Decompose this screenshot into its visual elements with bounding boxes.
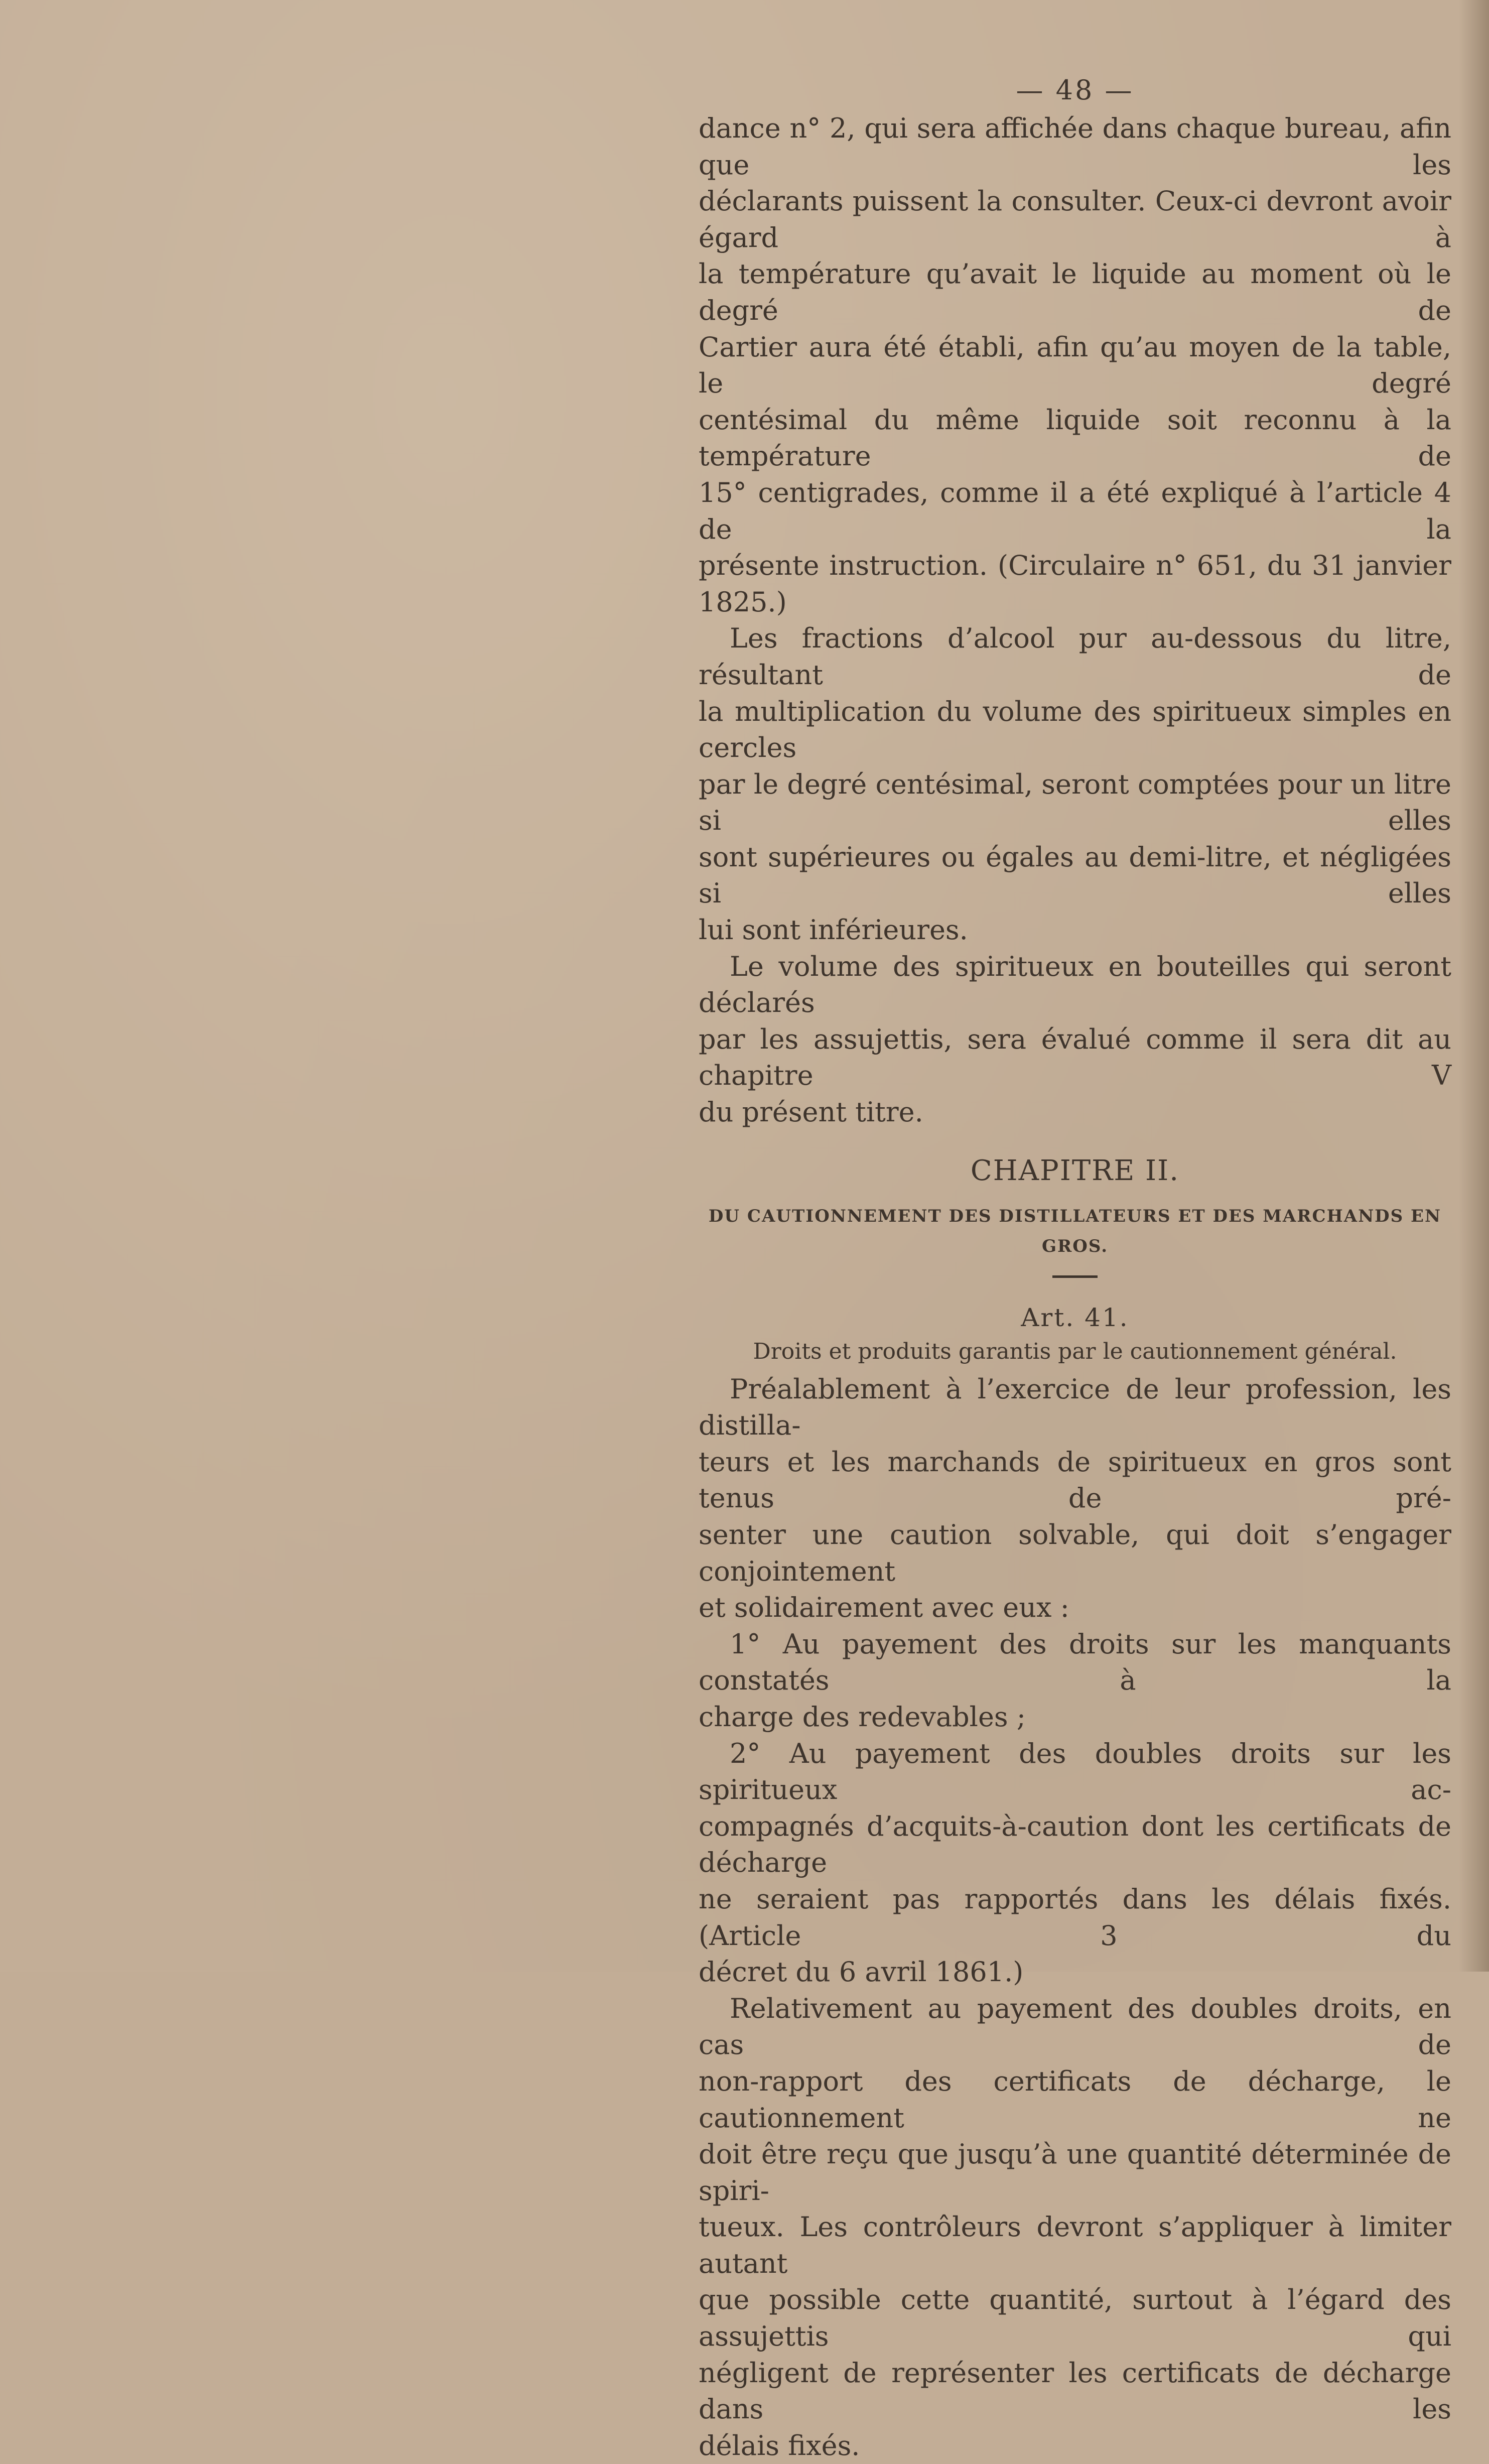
paragraph-line: centésimal du même liquide soit reconnu à la température de [699, 404, 1451, 472]
paragraph-line: sont supérieures ou égales au demi-litre, et négligées si elles [699, 841, 1451, 910]
paragraph-line: dance n° 2, qui sera affichée dans chaque bureau, afin que les [699, 112, 1451, 181]
chapter-title: CHAPITRE II. [970, 1154, 1180, 1187]
chapter-subtitle: DU CAUTIONNEMENT DES DISTILLATEURS ET DES MARCHANDS EN GROS. [708, 1206, 1442, 1256]
paragraph-line: Cartier aura été établi, afin qu’au moyen de la table, le degré [699, 331, 1451, 400]
paragraph-line: décret du 6 avril 1861.) [699, 1956, 1024, 1988]
paragraph-line: déclarants puissent la consulter. Ceux-ci devront avoir égard à [699, 185, 1451, 253]
paragraph-line: 15° centigrades, comme il a été expliqué à l’article 4 de la [699, 476, 1451, 545]
paragraph-line: Le volume des spiritueux en bouteilles qui seront déclarés [699, 950, 1451, 1019]
page-edge-shadow [1459, 0, 1489, 1972]
paragraph-line: charge des redevables ; [699, 1701, 1026, 1733]
paragraph-line: Préalablement à l’exercice de leur profession, les distilla- [699, 1373, 1451, 1442]
paragraph-line: tueux. Les contrôleurs devront s’appliquer à limiter autant [699, 2211, 1451, 2279]
paragraph-line: 1° Au payement des droits sur les manquants constatés à la [699, 1628, 1451, 1697]
paragraph-line: 2° Au payement des doubles droits sur les spiritueux ac- [699, 1737, 1451, 1806]
paragraph-line: la température qu’avait le liquide au moment où le degré de [699, 258, 1451, 326]
paragraph-line: lui sont inférieures. [699, 914, 968, 946]
paragraph-line: délais fixés. [699, 2429, 860, 2461]
paragraph-line: compagnés d’acquits-à-caution dont les certificats de décharge [699, 1810, 1451, 1879]
paragraph-line: du présent titre. [699, 1096, 923, 1128]
paragraph-line: doit être reçu que jusqu’à une quantité déterminée de spiri- [699, 2138, 1451, 2207]
paragraph-line: Les fractions d’alcool pur au-dessous du litre, résultant de [699, 622, 1451, 691]
section-divider [1052, 1275, 1098, 1278]
paragraph-line: et solidairement avec eux : [699, 1592, 1069, 1624]
text-column [699, 70, 1451, 2464]
paragraph-line: par le degré centésimal, seront comptées pour un litre si elles [699, 768, 1451, 837]
paragraph-line: négligent de représenter les certificats de décharge dans les [699, 2357, 1451, 2425]
top-paragraphs [699, 110, 1451, 1131]
article-subtitle: Droits et produits garantis par le cautionnement général. [753, 1338, 1397, 1364]
paragraph-line: senter une caution solvable, qui doit s’engager conjointement [699, 1519, 1451, 1587]
paragraph-line: la multiplication du volume des spiritueux simples en cercles [699, 695, 1451, 764]
paragraph-line: ne seraient pas rapportés dans les délais fixés. (Article 3 du [699, 1883, 1451, 1952]
paragraph-line: Relativement au payement des doubles droits, en cas de [699, 1992, 1451, 2061]
page-number: — 48 — [1016, 74, 1134, 106]
bottom-paragraphs [699, 1371, 1451, 2464]
paragraph-line: par les assujettis, sera évalué comme il sera dit au chapitre V [699, 1023, 1451, 1092]
paragraph-line: non-rapport des certificats de décharge, le cautionnement ne [699, 2065, 1451, 2134]
article-title: Art. 41. [1021, 1303, 1129, 1332]
paragraph-line: teurs et les marchands de spiritueux en gros sont tenus de pré- [699, 1446, 1451, 1514]
paragraph-line: que possible cette quantité, surtout à l’égard des assujettis qui [699, 2284, 1451, 2353]
paragraph-line: présente instruction. (Circulaire n° 651, du 31 janvier 1825.) [699, 550, 1451, 618]
